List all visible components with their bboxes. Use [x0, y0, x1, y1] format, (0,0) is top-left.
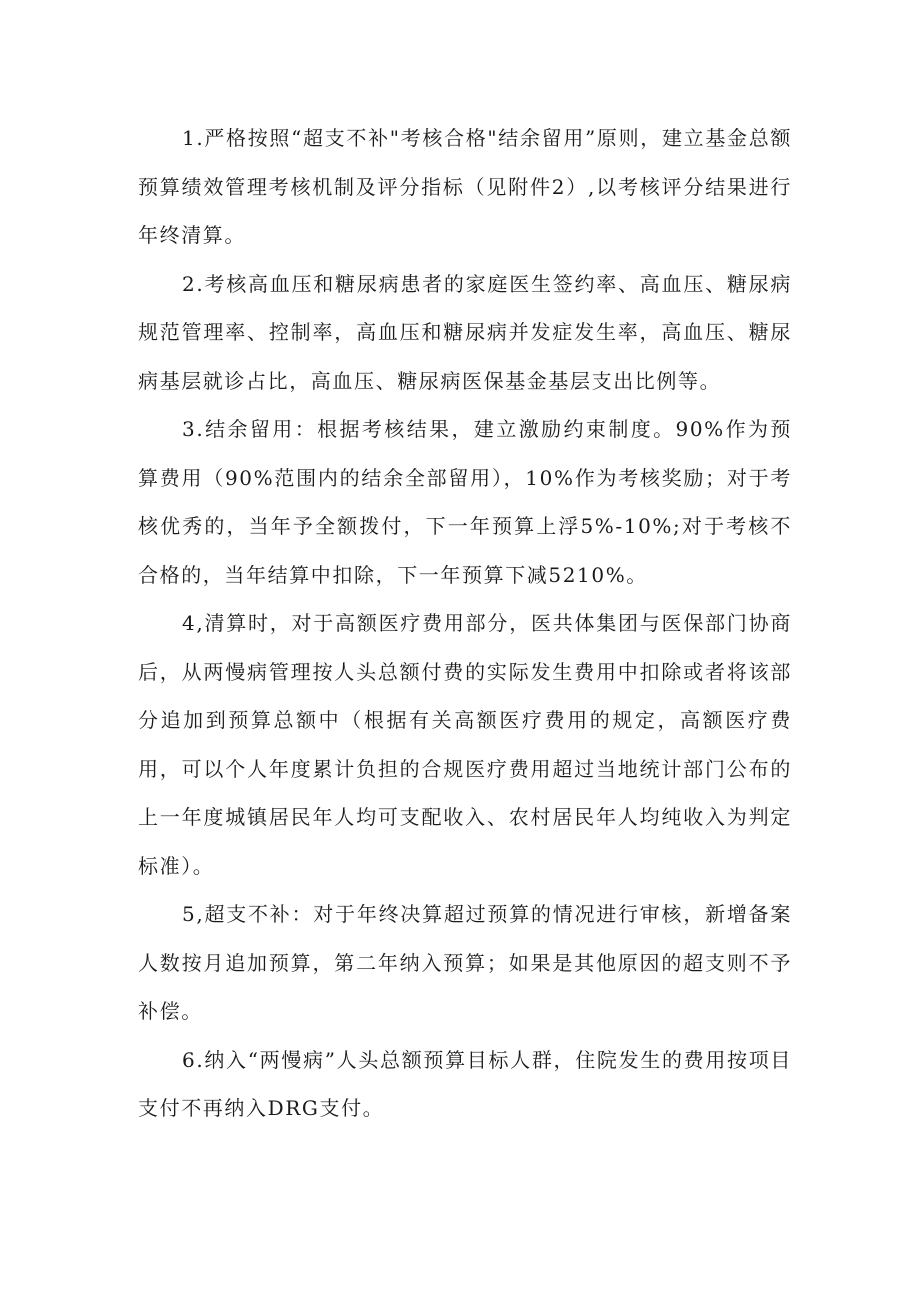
document-body [138, 114, 792, 1133]
paragraph-2: 2.考核高血压和糖尿病患者的家庭医生签约率、高血压、糖尿病规范管理率、控制率，高血压和糖尿病并发症发生率，高血压、糖尿病基层就诊占比，高血压、糖尿病医保基金基层支出比例等。 [138, 271, 792, 393]
paragraph-6: 6.纳入“两慢病”人头总额预算目标人群，住院发生的费用按项目支付不再纳入DRG支付。 [138, 1047, 792, 1120]
paragraph-4: 4,清算时，对于高额医疗费用部分，医共体集团与医保部门协商后，从两慢病管理按人头总额付费的实际发生费用中扣除或者将该部分追加到预算总额中（根据有关高额医疗费用的规定，高额医疗费用，可以个人年度累计负担的合规医疗费用超过当地统计部门公布的上一年度城镇居民年人均可支配收入、农村居民年人均纯收入为判定标准）。 [138, 611, 792, 878]
paragraph-1: 1.严格按照“超支不补"考核合格"结余留用”原则，建立基金总额预算绩效管理考核机制及评分指标（见附件2）,以考核评分结果进行年终清算。 [138, 126, 792, 247]
paragraph-5: 5,超支不补：对于年终决算超过预算的情况进行审核，新增备案人数按月追加预算，第二年纳入预算；如果是其他原因的超支则不予补偿。 [138, 902, 792, 1023]
paragraph-3: 3.结余留用：根据考核结果，建立激励约束制度。90%作为预算费用（90%范围内的结余全部留用），10%作为考核奖励；对于考核优秀的，当年予全额拨付，下一年预算上浮5%-10%;对于考核不合格的，当年结算中扣除，下一年预算下减5210%。 [138, 417, 792, 587]
